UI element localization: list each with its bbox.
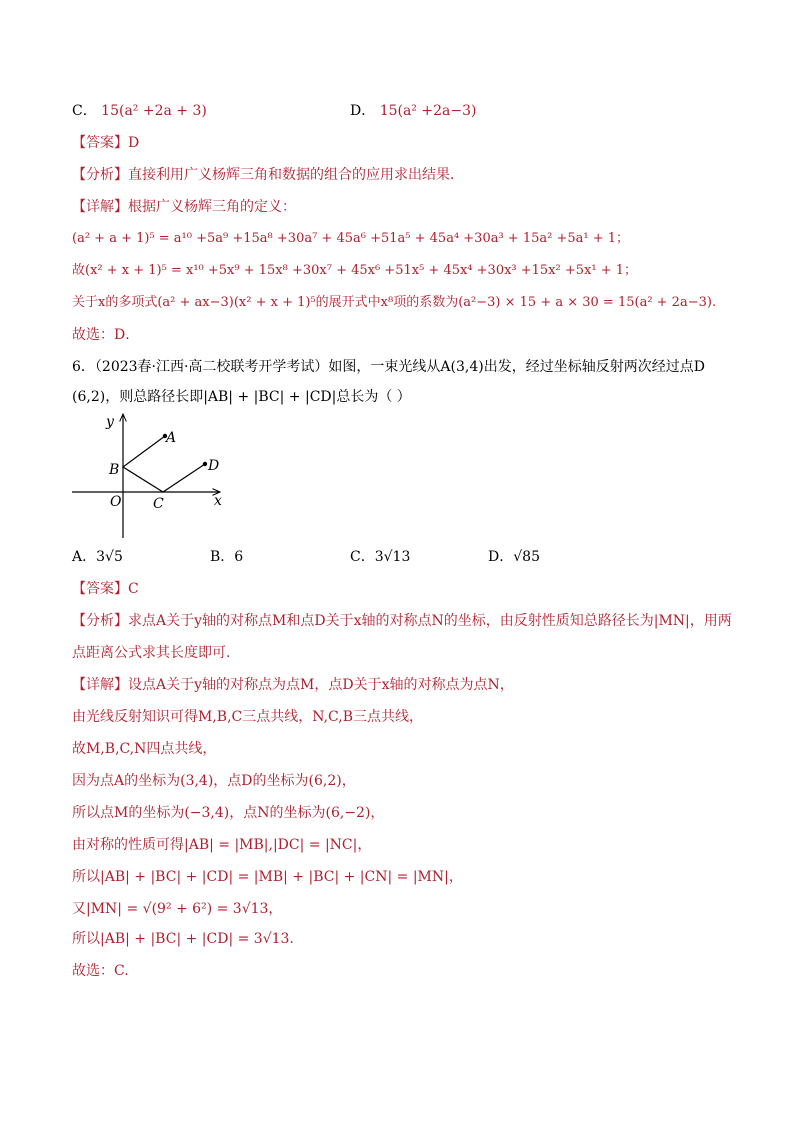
answer-value: C (128, 581, 139, 597)
analysis-text: 求点A关于y轴的对称点M和点D关于x轴的对称点N的坐标，由反射性质知总路径长为|MN|，用两 (128, 613, 732, 629)
q5-answer (72, 133, 139, 153)
option-letter: D． (350, 103, 376, 119)
eq3-c: 的展开式中x⁸项的系数为 (315, 295, 459, 310)
answer-tag: 【答案】 (72, 135, 128, 151)
label-b: B (109, 462, 120, 478)
option-letter: A． (72, 549, 97, 565)
label-y: y (106, 414, 114, 430)
option-expr: 15(a² +2a−3) (379, 103, 477, 119)
q6-option-a (72, 547, 123, 567)
option-expr: 6 (234, 549, 244, 565)
detail-line: 又|MN| = √(9² + 6²) = 3√13， (72, 901, 283, 917)
detail-line: 故M,B,C,N四点共线， (72, 741, 217, 757)
eq3-b: (a² + ax−3)(x² + x + 1)⁵ (157, 295, 316, 310)
analysis-tag: 【分析】 (72, 613, 128, 629)
analysis-tag: 【分析】 (72, 167, 128, 183)
eq3-d: (a²−3) × 15 + a × 30 = 15(a² + 2a−3). (458, 295, 717, 310)
detail-line: 所以点M的坐标为(−3,4)，点N的坐标为(6,−2)， (72, 805, 385, 821)
label-x: x (214, 493, 222, 509)
option-letter: C． (350, 549, 375, 565)
eq2-text: (x² + x + 1)⁵ = x¹⁰ +5x⁹ + 15x⁸ +30x⁷ + 45x⁶ +51x⁵ + 45x⁴ +30x³ +15x² +5x¹ + 1； (85, 263, 638, 278)
q5-eq2 (72, 261, 637, 281)
detail-line: 所以|AB| + |BC| + |CD| = |MB| + |BC| + |CN| = |MN|， (72, 869, 463, 885)
answer-tag: 【答案】 (72, 581, 128, 597)
q6-stem-line1: 6．（2023春·江西·高二校联考开学考试）如图，一束光线从A(3,4)出发，经过坐标轴反射两次经过点D (72, 359, 705, 375)
eq2-prefix: 故 (72, 263, 86, 278)
q5-detail (72, 197, 296, 217)
detail-line: 由光线反射知识可得M,B,C三点共线，N,C,B三点共线， (72, 709, 423, 725)
option-expr: 3√13 (374, 549, 411, 565)
detail-intro: 根据广义杨辉三角的定义： (128, 199, 296, 215)
q6-stem-line2: (6,2)，则总路径长即|AB| + |BC| + |CD|总长为（ ） (72, 389, 411, 405)
label-a: A (166, 430, 177, 446)
q5-option-c (72, 101, 207, 121)
option-letter: B． (210, 549, 235, 565)
detail-line: 设点A关于y轴的对称点为点M，点D关于x轴的对称点为点N， (128, 677, 514, 693)
light-path (123, 436, 205, 492)
coordinate-diagram (68, 408, 238, 538)
eq3-a: 关于x的多项式 (72, 295, 158, 310)
q6-analysis-line2: 点距离公式求其长度即可. (72, 645, 231, 661)
option-letter: D． (488, 549, 514, 565)
detail-tag: 【详解】 (72, 677, 128, 693)
detail-line: 所以|AB| + |BC| + |CD| = 3√13. (72, 931, 294, 947)
detail-tag: 【详解】 (72, 199, 128, 215)
q6-option-d (488, 547, 540, 567)
q6-analysis (72, 611, 732, 631)
q6-detail (72, 675, 514, 695)
detail-line: 故选：C. (72, 963, 129, 979)
q5-option-d (350, 101, 476, 121)
q6-answer (72, 579, 139, 599)
label-d: D (208, 458, 220, 474)
option-expr: √85 (513, 549, 540, 565)
q5-choice: 故选：D． (72, 327, 140, 343)
label-o: O (110, 494, 122, 510)
option-letter: C． (72, 103, 97, 119)
q5-eq3 (72, 293, 716, 313)
q6-option-b (210, 547, 243, 567)
label-c: C (153, 496, 164, 512)
analysis-text: 直接利用广义杨辉三角和数据的组合的应用求出结果． (128, 167, 464, 183)
q6-figure (68, 408, 238, 538)
option-expr: 15(a² +2a + 3) (101, 103, 207, 119)
q6-option-c (350, 547, 410, 567)
answer-value: D (128, 135, 140, 151)
q5-analysis (72, 165, 464, 185)
detail-line: 由对称的性质可得|AB| = |MB|,|DC| = |NC|， (72, 837, 372, 853)
q5-eq1: (a² + a + 1)⁵ = a¹⁰ +5a⁹ +15a⁸ +30a⁷ + 45a⁶ +51a⁵ + 45a⁴ +30a³ + 15a² +5a¹ + 1； (72, 231, 630, 246)
option-expr: 3√5 (96, 549, 123, 565)
detail-line: 因为点A的坐标为(3,4)，点D的坐标为(6,2)， (72, 773, 356, 789)
point-d (203, 462, 207, 466)
